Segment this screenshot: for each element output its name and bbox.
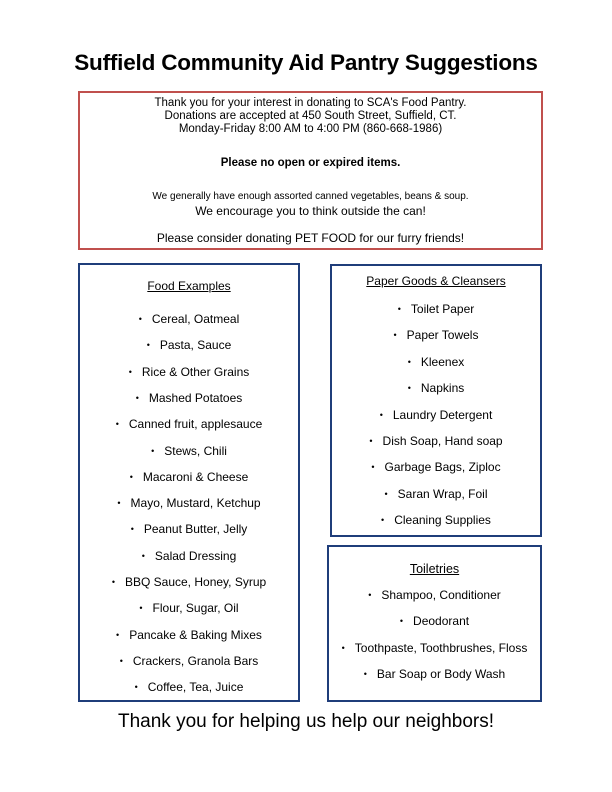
- list-item-label: Shampoo, Conditioner: [381, 588, 501, 602]
- list-item-label: Crackers, Granola Bars: [132, 653, 259, 668]
- list-item: [80, 680, 298, 694]
- paper-goods-heading: Paper Goods & Cleansers: [366, 274, 506, 288]
- bullet-icon: •: [115, 419, 119, 430]
- bullet-icon: •: [399, 616, 404, 627]
- bullet-icon: •: [139, 603, 143, 614]
- list-item: [332, 355, 540, 369]
- list-item-label: Mashed Potatoes: [148, 390, 243, 405]
- list-item-label: Toothpaste, Toothbrushes, Floss: [354, 640, 528, 655]
- bullet-icon: •: [116, 629, 120, 640]
- intro-line-3: Monday-Friday 8:00 AM to 4:00 PM (860-668-1986): [178, 123, 443, 135]
- list-item: [80, 628, 298, 642]
- list-item-label: Dish Soap, Hand soap: [382, 434, 503, 448]
- list-item-label: Bar Soap or Body Wash: [376, 666, 506, 681]
- list-item-label: Laundry Detergent: [392, 407, 493, 422]
- closing-thanks: Thank you for helping us help our neighbors!: [117, 711, 495, 732]
- list-item: [329, 641, 540, 655]
- list-item: [80, 391, 298, 405]
- list-item: [329, 667, 540, 681]
- food-examples-heading: Food Examples: [147, 279, 231, 293]
- page-title: Suffield Community Aid Pantry Suggestions: [74, 50, 538, 75]
- bullet-icon: •: [111, 577, 115, 587]
- bullet-icon: •: [369, 436, 373, 446]
- bullet-icon: •: [407, 356, 411, 367]
- bullet-icon: •: [393, 330, 397, 341]
- bullet-icon: •: [141, 550, 145, 561]
- bullet-icon: •: [368, 590, 372, 600]
- list-item-label: Salad Dressing: [154, 548, 237, 563]
- list-item: [80, 470, 298, 484]
- list-item: [80, 312, 298, 326]
- bullet-icon: •: [384, 488, 388, 499]
- bullet-icon: •: [151, 445, 155, 456]
- list-item: [329, 588, 540, 602]
- bullet-icon: •: [117, 498, 121, 509]
- list-item: [332, 434, 540, 448]
- bullet-icon: •: [371, 462, 375, 473]
- list-item: [80, 417, 298, 431]
- toiletries-heading: Toiletries: [409, 562, 460, 576]
- list-item: [332, 408, 540, 422]
- generally-have-note: We generally have enough assorted canned vegetables, beans & soup.: [152, 191, 469, 202]
- list-item-label: Garbage Bags, Ziploc: [384, 460, 501, 475]
- list-item: [80, 338, 298, 352]
- list-item-label: Coffee, Tea, Juice: [147, 680, 244, 695]
- list-item: [332, 460, 540, 474]
- pet-food-note: Please consider donating PET FOOD for our furry friends!: [156, 231, 465, 245]
- list-item-label: Cleaning Supplies: [394, 513, 491, 528]
- list-item-label: Deodorant: [413, 614, 470, 629]
- intro-line-2: Donations are accepted at 450 South Street, Suffield, CT.: [164, 110, 457, 122]
- bullet-icon: •: [130, 524, 134, 535]
- list-item-label: Rice & Other Grains: [141, 364, 250, 379]
- bullet-icon: •: [381, 515, 385, 526]
- list-item: [332, 302, 540, 316]
- list-item: [80, 522, 298, 536]
- bullet-icon: •: [379, 409, 383, 420]
- list-item: [80, 575, 298, 589]
- list-item: [80, 444, 298, 458]
- bullet-icon: •: [341, 642, 345, 653]
- list-item-label: Flour, Sugar, Oil: [152, 601, 239, 616]
- list-item: [332, 513, 540, 527]
- list-item: [332, 487, 540, 501]
- list-item-label: Cereal, Oatmeal: [151, 312, 240, 326]
- toiletries-box: [327, 545, 542, 702]
- list-item-label: Napkins: [420, 381, 465, 396]
- encourage-note: We encourage you to think outside the can!: [195, 204, 426, 218]
- bullet-icon: •: [134, 682, 138, 693]
- list-item-label: Stews, Chili: [164, 443, 227, 458]
- list-item: [329, 614, 540, 628]
- list-item-label: Pancake & Baking Mixes: [129, 627, 262, 642]
- list-item-label: Canned fruit, applesauce: [128, 417, 263, 432]
- list-item-label: Pasta, Sauce: [159, 338, 232, 353]
- bullet-icon: •: [129, 471, 133, 482]
- list-item-label: Peanut Butter, Jelly: [143, 522, 248, 537]
- list-item: [80, 549, 298, 563]
- list-item-label: Mayo, Mustard, Ketchup: [130, 496, 261, 511]
- list-item: [80, 496, 298, 510]
- list-item: [80, 601, 298, 615]
- list-item: [332, 381, 540, 395]
- bullet-icon: •: [397, 304, 401, 314]
- bullet-icon: •: [138, 314, 142, 324]
- list-item-label: BBQ Sauce, Honey, Syrup: [124, 575, 267, 589]
- list-item-label: Saran Wrap, Foil: [397, 486, 488, 501]
- list-item-label: Toilet Paper: [410, 302, 475, 316]
- no-open-items-notice: Please no open or expired items.: [220, 157, 401, 169]
- paper-goods-box: [330, 264, 542, 537]
- list-item-label: Macaroni & Cheese: [142, 469, 249, 484]
- bullet-icon: •: [135, 392, 139, 403]
- intro-line-1: Thank you for your interest in donating to SCA's Food Pantry.: [154, 97, 467, 109]
- bullet-icon: •: [146, 340, 150, 351]
- bullet-icon: •: [407, 383, 411, 394]
- intro-box: [78, 91, 543, 250]
- bullet-icon: •: [363, 668, 367, 679]
- food-examples-box: [78, 263, 300, 702]
- list-item-label: Kleenex: [420, 354, 465, 369]
- list-item: [80, 365, 298, 379]
- list-item: [332, 328, 540, 342]
- bullet-icon: •: [128, 366, 132, 377]
- list-item: [80, 654, 298, 668]
- list-item-label: Paper Towels: [406, 328, 479, 343]
- bullet-icon: •: [119, 655, 123, 666]
